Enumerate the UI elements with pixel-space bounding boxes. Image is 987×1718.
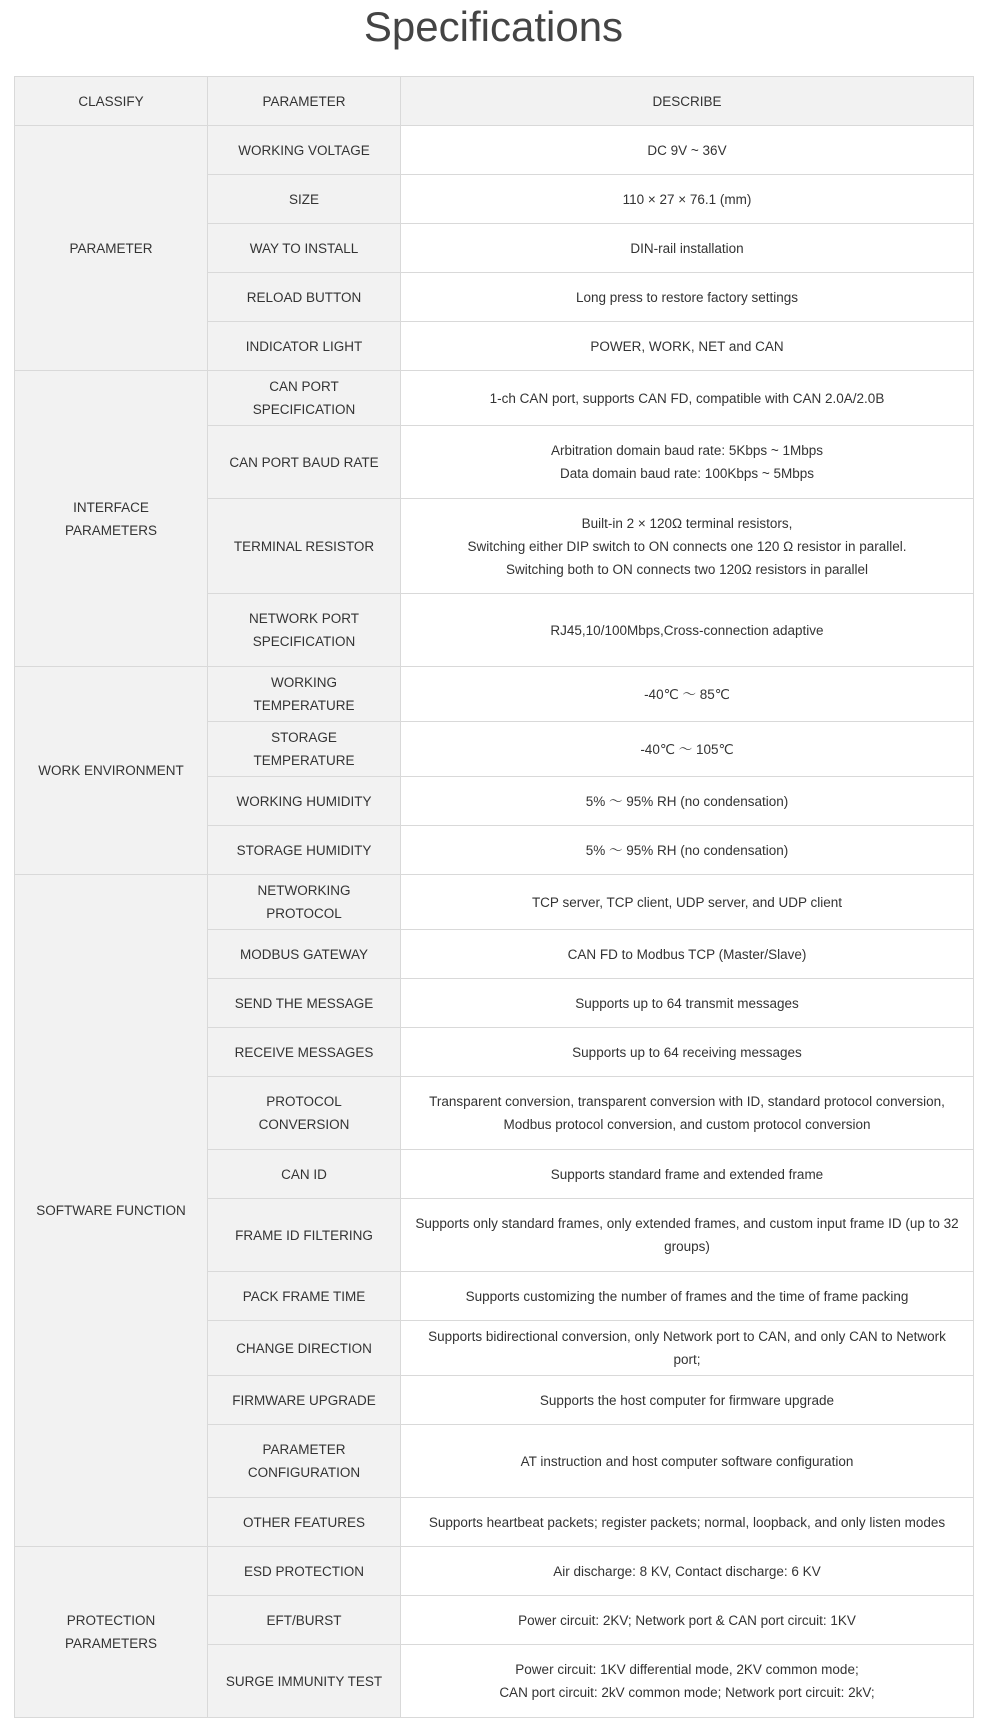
parameter-cell-parameter-configuration: PARAMETER CONFIGURATION	[208, 1425, 401, 1498]
specifications-table	[14, 76, 974, 1718]
table-body	[15, 126, 974, 1718]
describe-line: Supports customizing the number of frames and the time of frame packing	[465, 1288, 909, 1304]
describe-cell-working-temperature	[401, 667, 974, 722]
classify-cell-protection-parameters: PROTECTION PARAMETERS	[15, 1547, 208, 1718]
describe-line: 5% ～ 95% RH (no condensation)	[585, 793, 789, 809]
describe-line: Power circuit: 2KV; Network port & CAN port circuit: 1KV	[518, 1612, 856, 1628]
describe-cell-size	[401, 175, 974, 224]
parameter-cell-size: SIZE	[208, 175, 401, 224]
parameter-cell-indicator-light: INDICATOR LIGHT	[208, 322, 401, 371]
table-row	[15, 371, 974, 426]
describe-line: CAN FD to Modbus TCP (Master/Slave)	[567, 946, 807, 962]
classify-cell-work-environment: WORK ENVIRONMENT	[15, 667, 208, 875]
describe-cell-can-port-baud-rate	[401, 426, 974, 499]
parameter-cell-working-voltage: WORKING VOLTAGE	[208, 126, 401, 175]
describe-cell-indicator-light	[401, 322, 974, 371]
describe-line: Long press to restore factory settings	[575, 289, 799, 305]
describe-line: RJ45,10/100Mbps,Cross-connection adaptive	[550, 622, 824, 638]
describe-line: -40℃ ～ 105℃	[640, 741, 734, 757]
parameter-cell-storage-temperature: STORAGE TEMPERATURE	[208, 722, 401, 777]
describe-cell-modbus-gateway	[401, 930, 974, 979]
describe-cell-other-features	[401, 1498, 974, 1547]
parameter-cell-other-features: OTHER FEATURES	[208, 1498, 401, 1547]
describe-line: 1-ch CAN port, supports CAN FD, compatible with CAN 2.0A/2.0B	[489, 390, 885, 406]
parameter-cell-working-temperature: WORKING TEMPERATURE	[208, 667, 401, 722]
describe-line: -40℃ ～ 85℃	[644, 686, 730, 702]
parameter-cell-surge-immunity-test: SURGE IMMUNITY TEST	[208, 1645, 401, 1718]
header-describe: DESCRIBE	[401, 77, 974, 126]
describe-line: Air discharge: 8 KV, Contact discharge: 6 KV	[553, 1563, 821, 1579]
describe-line: Data domain baud rate: 100Kbps ~ 5Mbps	[559, 466, 815, 481]
describe-line: POWER, WORK, NET and CAN	[590, 338, 784, 354]
describe-cell-send-the-message	[401, 979, 974, 1028]
describe-cell-working-voltage	[401, 126, 974, 175]
parameter-cell-terminal-resistor: TERMINAL RESISTOR	[208, 499, 401, 594]
parameter-cell-frame-id-filtering: FRAME ID FILTERING	[208, 1199, 401, 1272]
parameter-cell-can-port-specification: CAN PORT SPECIFICATION	[208, 371, 401, 426]
describe-cell-working-humidity	[401, 777, 974, 826]
describe-line: AT instruction and host computer software configuration	[520, 1453, 854, 1469]
describe-line: Supports heartbeat packets; register packets; normal, loopback, and only listen modes	[428, 1514, 946, 1530]
describe-line: Transparent conversion, transparent conversion with ID, standard protocol conversion, Modbus protocol conversion, and custom protocol conversion	[429, 1094, 945, 1132]
header-parameter: PARAMETER	[208, 77, 401, 126]
describe-line: Power circuit: 1KV differential mode, 2KV common mode;	[515, 1662, 859, 1677]
describe-cell-parameter-configuration	[401, 1425, 974, 1498]
describe-line: Supports up to 64 transmit messages	[575, 995, 799, 1011]
describe-line: Built-in 2 × 120Ω terminal resistors,	[581, 515, 793, 531]
parameter-cell-storage-humidity: STORAGE HUMIDITY	[208, 826, 401, 875]
describe-cell-eft-burst	[401, 1596, 974, 1645]
describe-line: Switching either DIP switch to ON connects one 120 Ω resistor in parallel.	[467, 538, 907, 554]
describe-cell-surge-immunity-test	[401, 1645, 974, 1718]
parameter-cell-esd-protection: ESD PROTECTION	[208, 1547, 401, 1596]
describe-cell-way-to-install	[401, 224, 974, 273]
parameter-cell-send-the-message: SEND THE MESSAGE	[208, 979, 401, 1028]
describe-cell-receive-messages	[401, 1028, 974, 1077]
describe-line: Supports up to 64 receiving messages	[572, 1044, 802, 1060]
describe-line: Switching both to ON connects two 120Ω resistors in parallel	[505, 561, 868, 577]
table-row	[15, 126, 974, 175]
describe-line: Supports standard frame and extended frame	[550, 1166, 824, 1182]
describe-cell-can-port-specification	[401, 371, 974, 426]
classify-cell-interface-parameters: INTERFACE PARAMETERS	[15, 371, 208, 667]
describe-cell-change-direction	[401, 1321, 974, 1376]
parameter-cell-pack-frame-time: PACK FRAME TIME	[208, 1272, 401, 1321]
parameter-cell-receive-messages: RECEIVE MESSAGES	[208, 1028, 401, 1077]
parameter-cell-networking-protocol: NETWORKING PROTOCOL	[208, 875, 401, 930]
describe-line: 5% ～ 95% RH (no condensation)	[585, 842, 789, 858]
describe-line: DIN-rail installation	[630, 240, 744, 256]
parameter-cell-firmware-upgrade: FIRMWARE UPGRADE	[208, 1376, 401, 1425]
describe-line: CAN port circuit: 2kV common mode; Network port circuit: 2kV;	[499, 1685, 875, 1700]
describe-line: Supports bidirectional conversion, only Network port to CAN, and only CAN to Network port;	[428, 1329, 946, 1367]
describe-cell-can-id	[401, 1150, 974, 1199]
classify-cell-software-function: SOFTWARE FUNCTION	[15, 875, 208, 1547]
parameter-cell-protocol-conversion: PROTOCOL CONVERSION	[208, 1077, 401, 1150]
parameter-cell-modbus-gateway: MODBUS GATEWAY	[208, 930, 401, 979]
describe-cell-networking-protocol	[401, 875, 974, 930]
describe-line: 110 × 27 × 76.1 (mm)	[622, 191, 752, 207]
table-header-row	[15, 77, 974, 126]
parameter-cell-can-id: CAN ID	[208, 1150, 401, 1199]
describe-cell-terminal-resistor	[401, 499, 974, 594]
describe-line: Arbitration domain baud rate: 5Kbps ~ 1Mbps	[550, 443, 824, 458]
describe-line: TCP server, TCP client, UDP server, and UDP client	[531, 894, 843, 910]
describe-cell-reload-button	[401, 273, 974, 322]
classify-cell-parameter: PARAMETER	[15, 126, 208, 371]
describe-cell-storage-temperature	[401, 722, 974, 777]
parameter-cell-way-to-install: WAY TO INSTALL	[208, 224, 401, 273]
parameter-cell-can-port-baud-rate: CAN PORT BAUD RATE	[208, 426, 401, 499]
parameter-cell-reload-button: RELOAD BUTTON	[208, 273, 401, 322]
table-row	[15, 875, 974, 930]
describe-cell-pack-frame-time	[401, 1272, 974, 1321]
table-row	[15, 667, 974, 722]
parameter-cell-working-humidity: WORKING HUMIDITY	[208, 777, 401, 826]
describe-line: DC 9V ~ 36V	[647, 142, 727, 158]
describe-line: Supports the host computer for firmware upgrade	[539, 1392, 835, 1408]
page-title: Specifications	[363, 3, 624, 50]
describe-line: Supports only standard frames, only extended frames, and custom input frame ID (up to 32 groups)	[415, 1216, 959, 1254]
describe-cell-protocol-conversion	[401, 1077, 974, 1150]
describe-cell-esd-protection	[401, 1547, 974, 1596]
describe-cell-frame-id-filtering	[401, 1199, 974, 1272]
describe-cell-firmware-upgrade	[401, 1376, 974, 1425]
header-classify: CLASSIFY	[15, 77, 208, 126]
parameter-cell-eft-burst: EFT/BURST	[208, 1596, 401, 1645]
parameter-cell-network-port-specification: NETWORK PORT SPECIFICATION	[208, 594, 401, 667]
describe-cell-network-port-specification	[401, 594, 974, 667]
table-row	[15, 1547, 974, 1596]
parameter-cell-change-direction: CHANGE DIRECTION	[208, 1321, 401, 1376]
describe-cell-storage-humidity	[401, 826, 974, 875]
